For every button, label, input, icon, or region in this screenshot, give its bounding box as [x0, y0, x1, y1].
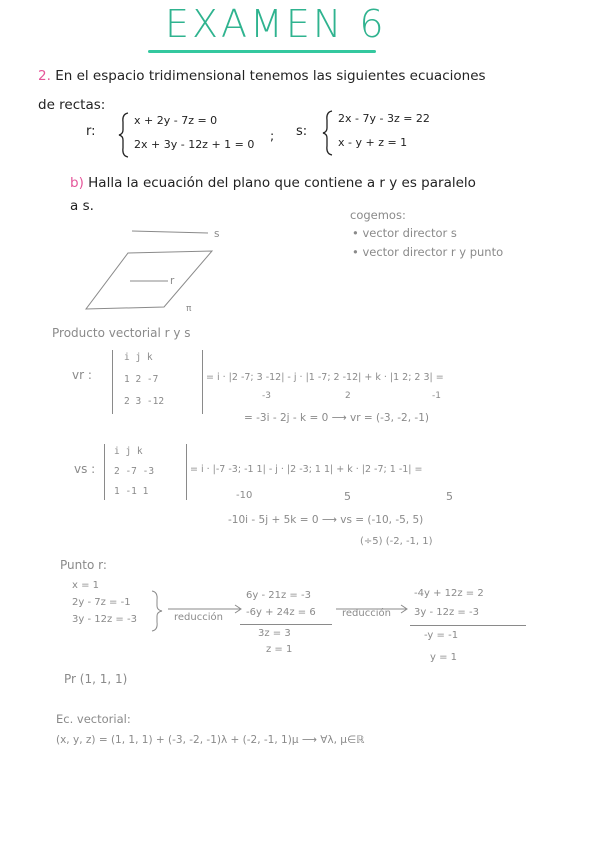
point-r-result: Pr (1, 1, 1)	[64, 672, 128, 686]
system-separator: ;	[270, 128, 275, 143]
part-b-letter: b)	[70, 175, 84, 191]
part-b-text-2: a s.	[70, 198, 94, 214]
reduction-2-line	[410, 625, 526, 626]
plane-sketch	[80, 225, 230, 320]
vr-minor-3: -1	[432, 391, 441, 401]
cross-product-heading: Producto vectorial r y s	[52, 326, 191, 340]
r-label: r:	[86, 124, 96, 139]
vr-result: = -3i - 2j - k = 0 ⟶ vr = (-3, -2, -1)	[244, 412, 429, 424]
reduction-2-eq-1: -4y + 12z = 2	[414, 588, 484, 599]
vr-matrix-row-2: 1 2 -7	[124, 374, 159, 385]
arrow-1-label: reducción	[174, 612, 223, 623]
notes-item-2: • vector director r y punto	[352, 245, 504, 259]
vr-matrix-row-3: 2 3 -12	[124, 396, 165, 407]
vs-matrix-row-2: 2 -7 -3	[114, 466, 155, 477]
vr-label: vr :	[72, 368, 92, 382]
vr-matrix-row-1: i j k	[124, 352, 153, 363]
notes-heading: cogemos:	[350, 208, 406, 222]
s-brace	[322, 110, 334, 156]
vs-matrix-right-bar	[186, 444, 187, 500]
problem-number: 2.	[38, 68, 51, 84]
vector-equation: (x, y, z) = (1, 1, 1) + (-3, -2, -1)λ + (-2, -1, 1)μ ⟶ ∀λ, μ∈ℝ	[56, 734, 365, 746]
vs-simplified: (÷5) (-2, -1, 1)	[360, 536, 433, 547]
statement-line-2: de rectas:	[38, 97, 106, 113]
r-equation-2: 2x + 3y - 12z + 1 = 0	[134, 138, 255, 151]
page-title: EXAMEN 6	[165, 2, 387, 46]
vr-matrix-left-bar	[112, 350, 113, 414]
part-b-line-1	[70, 175, 476, 191]
reduction-1-eq-1: 6y - 21z = -3	[246, 590, 311, 601]
point-r-heading: Punto r:	[60, 558, 107, 572]
vs-label: vs :	[74, 462, 96, 476]
vs-minor-1: -10	[236, 490, 253, 501]
s-label: s:	[296, 124, 308, 139]
vs-matrix-left-bar	[104, 444, 105, 500]
reduction-2-eq-2: 3y - 12z = -3	[414, 607, 479, 618]
s-equation-2: x - y + z = 1	[338, 136, 408, 149]
sketch-plane-label: π	[186, 304, 192, 314]
vs-result: -10i - 5j + 5k = 0 ⟶ vs = (-10, -5, 5)	[228, 514, 424, 526]
s-equation-1: 2x - 7y - 3z = 22	[338, 112, 430, 125]
vs-expansion: = i · |-7 -3; -1 1| - j · |2 -3; 1 1| + k · |2 -7; 1 -1| =	[190, 464, 423, 475]
reduction-2-result: y = 1	[430, 652, 458, 663]
part-b-text-1: Halla la ecuación del plano que contiene a r y es paralelo	[88, 175, 476, 191]
vector-eq-heading: Ec. vectorial:	[56, 712, 131, 726]
title-underline	[148, 50, 376, 53]
reduction-1-result: z = 1	[266, 644, 293, 655]
reduction-1-sum: 3z = 3	[258, 628, 291, 639]
reduction-1-line	[240, 624, 332, 625]
reduction-1-eq-2: -6y + 24z = 6	[246, 607, 316, 618]
reduction-2-sum: -y = -1	[424, 630, 459, 641]
vs-minor-3: 5	[446, 490, 453, 503]
vr-minor-1: -3	[262, 391, 271, 401]
r-brace	[118, 112, 130, 158]
sketch-s-label: s	[214, 228, 220, 240]
vs-minor-2: 5	[344, 490, 351, 503]
point-r-eq-1: 2y - 7z = -1	[72, 597, 131, 608]
problem-statement	[38, 68, 486, 84]
sketch-r-label: r	[170, 275, 175, 287]
vr-matrix-right-bar	[202, 350, 203, 414]
vs-matrix-row-3: 1 -1 1	[114, 486, 149, 497]
vr-minor-2: 2	[345, 391, 351, 401]
point-r-eq-2: 3y - 12z = -3	[72, 614, 137, 625]
arrow-2-label: reducción	[342, 608, 391, 619]
point-r-x: x = 1	[72, 580, 100, 591]
point-r-brace	[150, 590, 164, 632]
statement-line-1: En el espacio tridimensional tenemos las siguientes ecuaciones	[55, 68, 486, 84]
r-equation-1: x + 2y - 7z = 0	[134, 114, 218, 127]
vr-expansion: = i · |2 -7; 3 -12| - j · |1 -7; 2 -12| + k · |1 2; 2 3| =	[206, 372, 444, 383]
notes-item-1: • vector director s	[352, 226, 457, 240]
vs-matrix-row-1: i j k	[114, 446, 143, 457]
